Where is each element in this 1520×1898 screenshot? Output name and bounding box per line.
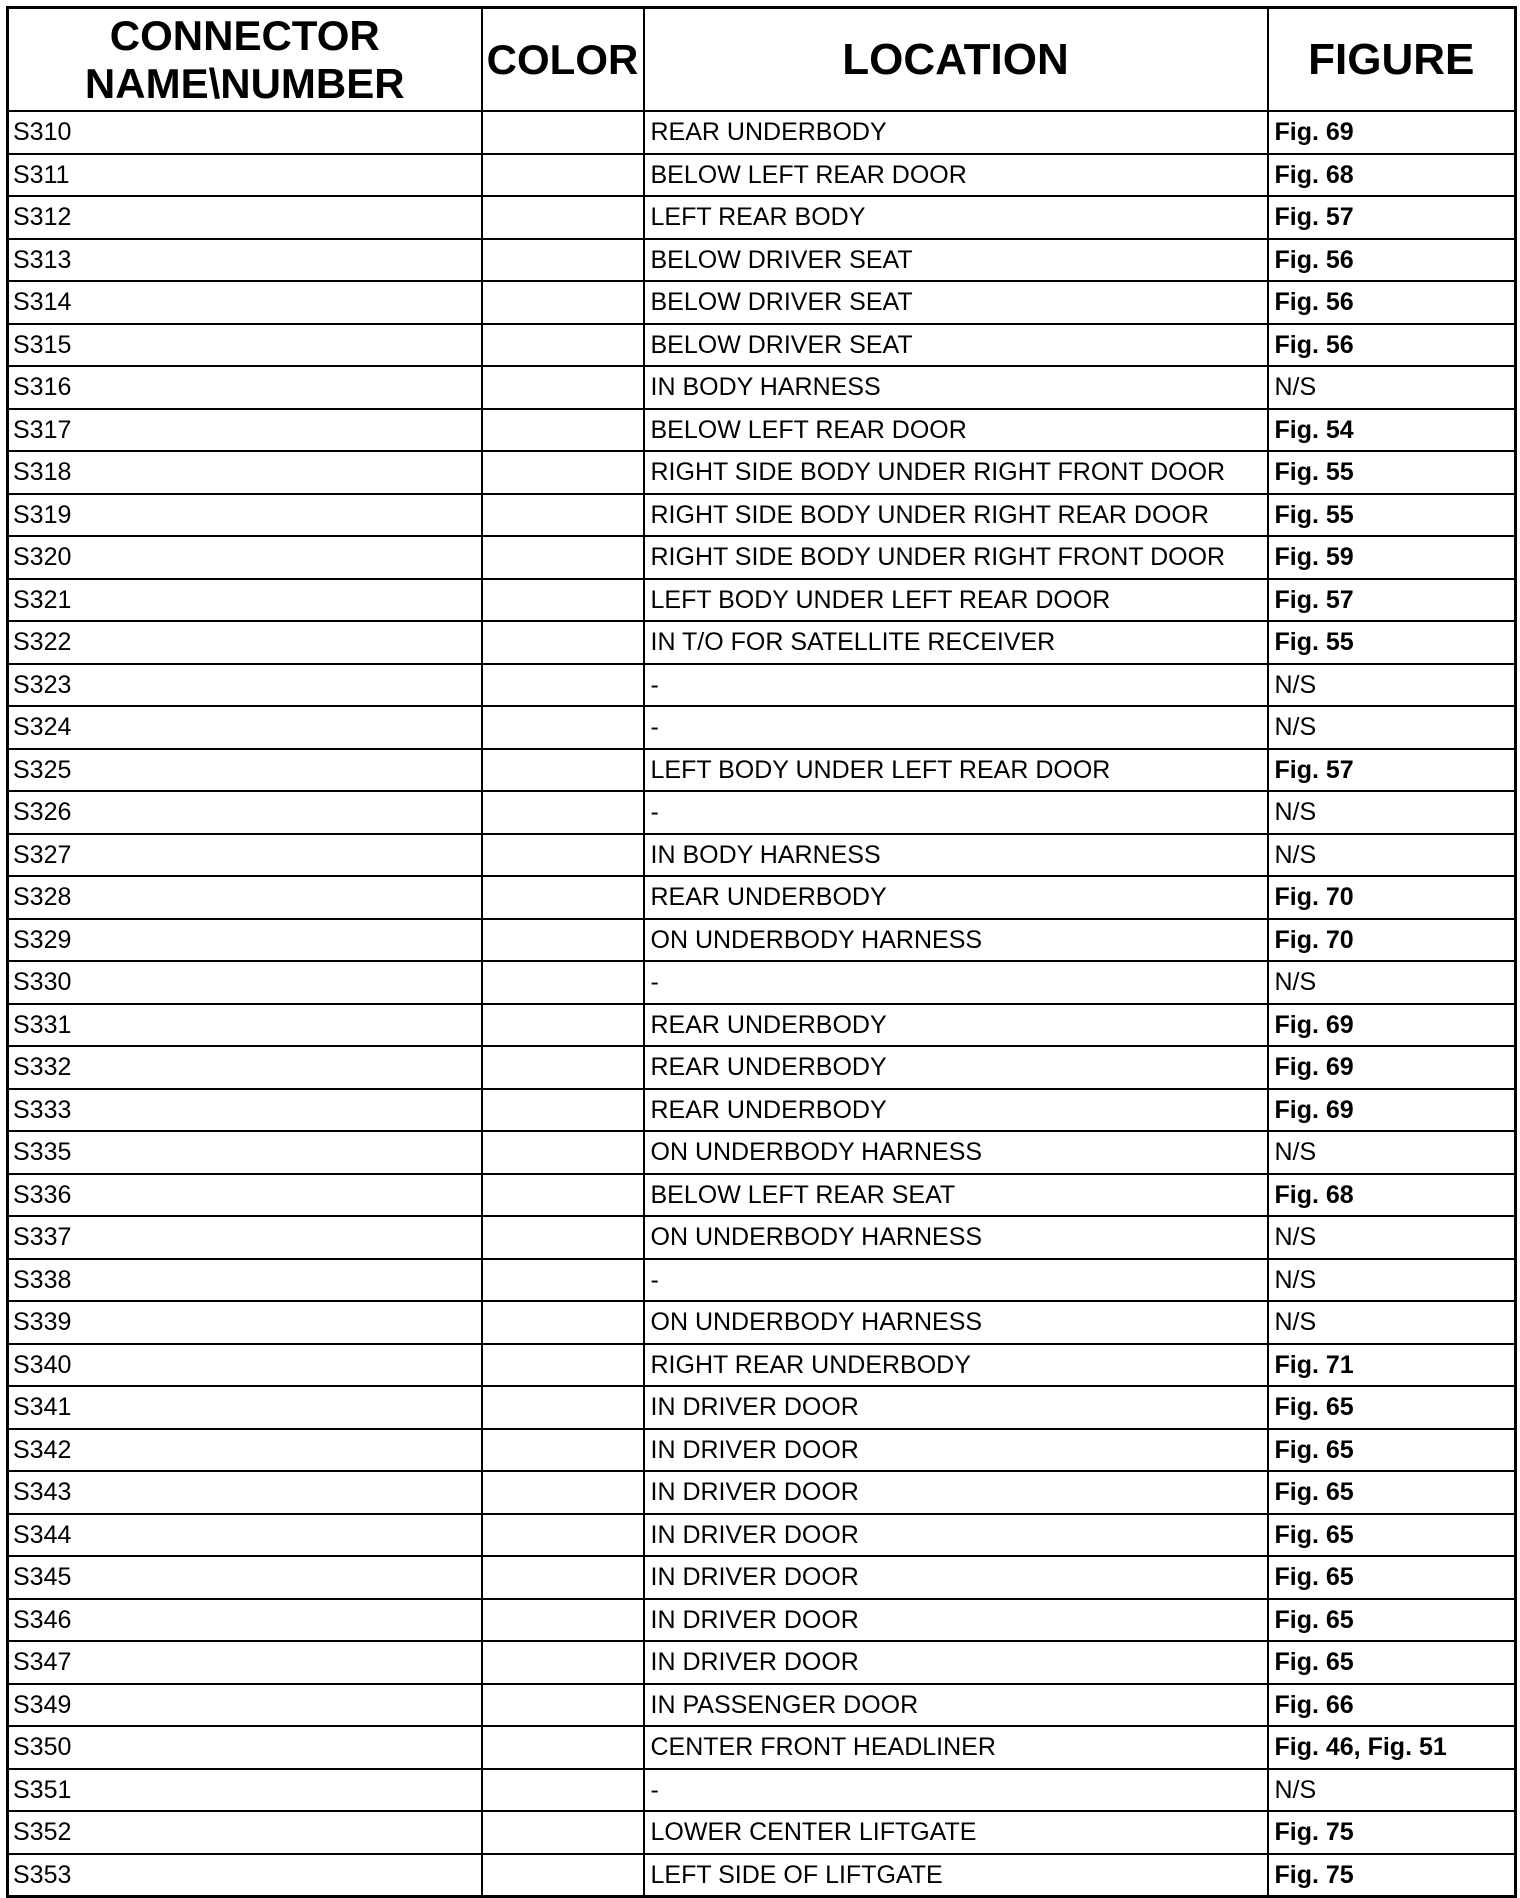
cell-connector: S346: [8, 1599, 482, 1642]
table-row: [8, 1301, 1516, 1344]
table-row: [8, 451, 1516, 494]
cell-connector: S317: [8, 409, 482, 452]
cell-color: [482, 1684, 644, 1727]
cell-figure: Fig. 65: [1268, 1429, 1516, 1472]
cell-figure: N/S: [1268, 1216, 1516, 1259]
cell-connector: S345: [8, 1556, 482, 1599]
cell-figure: Fig. 75: [1268, 1854, 1516, 1897]
cell-location: REAR UNDERBODY: [644, 1046, 1268, 1089]
cell-color: [482, 1854, 644, 1897]
cell-connector: S349: [8, 1684, 482, 1727]
table-row: [8, 791, 1516, 834]
cell-color: [482, 366, 644, 409]
cell-connector: S352: [8, 1811, 482, 1854]
cell-color: [482, 1811, 644, 1854]
table-row: [8, 196, 1516, 239]
cell-figure: N/S: [1268, 664, 1516, 707]
table-row: [8, 919, 1516, 962]
cell-figure: Fig. 57: [1268, 749, 1516, 792]
cell-location: IN BODY HARNESS: [644, 366, 1268, 409]
cell-color: [482, 1004, 644, 1047]
cell-color: [482, 919, 644, 962]
cell-figure: N/S: [1268, 1769, 1516, 1812]
table-row: [8, 1769, 1516, 1812]
table-row: [8, 1046, 1516, 1089]
cell-figure: Fig. 75: [1268, 1811, 1516, 1854]
cell-location: BELOW LEFT REAR DOOR: [644, 154, 1268, 197]
cell-figure: Fig. 70: [1268, 876, 1516, 919]
table-row: [8, 1089, 1516, 1132]
cell-connector: S329: [8, 919, 482, 962]
cell-color: [482, 749, 644, 792]
cell-location: LEFT BODY UNDER LEFT REAR DOOR: [644, 749, 1268, 792]
cell-location: IN DRIVER DOOR: [644, 1514, 1268, 1557]
cell-connector: S353: [8, 1854, 482, 1897]
cell-color: [482, 1769, 644, 1812]
table-row: [8, 1811, 1516, 1854]
cell-figure: Fig. 68: [1268, 1174, 1516, 1217]
cell-connector: S323: [8, 664, 482, 707]
cell-connector: S347: [8, 1641, 482, 1684]
cell-connector: S330: [8, 961, 482, 1004]
cell-figure: Fig. 56: [1268, 239, 1516, 282]
cell-figure: Fig. 69: [1268, 1004, 1516, 1047]
table-row: [8, 281, 1516, 324]
cell-connector: S324: [8, 706, 482, 749]
table-row: [8, 409, 1516, 452]
cell-connector: S337: [8, 1216, 482, 1259]
table-row: [8, 834, 1516, 877]
header-color: COLOR: [482, 8, 644, 112]
cell-connector: S331: [8, 1004, 482, 1047]
table-header: [8, 8, 1516, 112]
cell-location: LEFT BODY UNDER LEFT REAR DOOR: [644, 579, 1268, 622]
table-row: [8, 324, 1516, 367]
table-row: [8, 1004, 1516, 1047]
cell-figure: N/S: [1268, 1301, 1516, 1344]
cell-location: CENTER FRONT HEADLINER: [644, 1726, 1268, 1769]
cell-figure: Fig. 59: [1268, 536, 1516, 579]
cell-location: ON UNDERBODY HARNESS: [644, 919, 1268, 962]
cell-location: ON UNDERBODY HARNESS: [644, 1131, 1268, 1174]
cell-location: BELOW DRIVER SEAT: [644, 324, 1268, 367]
cell-color: [482, 196, 644, 239]
cell-connector: S338: [8, 1259, 482, 1302]
table-row: [8, 1641, 1516, 1684]
table-row: [8, 961, 1516, 1004]
cell-color: [482, 706, 644, 749]
cell-color: [482, 494, 644, 537]
cell-color: [482, 791, 644, 834]
cell-color: [482, 1344, 644, 1387]
cell-color: [482, 1089, 644, 1132]
cell-color: [482, 1471, 644, 1514]
cell-connector: S325: [8, 749, 482, 792]
cell-figure: Fig. 69: [1268, 1046, 1516, 1089]
cell-connector: S327: [8, 834, 482, 877]
cell-location: BELOW DRIVER SEAT: [644, 281, 1268, 324]
cell-color: [482, 1641, 644, 1684]
cell-figure: Fig. 71: [1268, 1344, 1516, 1387]
table-row: [8, 1344, 1516, 1387]
cell-location: -: [644, 961, 1268, 1004]
cell-connector: S342: [8, 1429, 482, 1472]
cell-location: IN PASSENGER DOOR: [644, 1684, 1268, 1727]
cell-location: IN DRIVER DOOR: [644, 1429, 1268, 1472]
cell-location: -: [644, 1259, 1268, 1302]
header-row: [8, 8, 1516, 112]
cell-location: REAR UNDERBODY: [644, 1089, 1268, 1132]
cell-figure: N/S: [1268, 791, 1516, 834]
cell-figure: N/S: [1268, 366, 1516, 409]
cell-color: [482, 1386, 644, 1429]
table-row: [8, 1216, 1516, 1259]
cell-figure: Fig. 68: [1268, 154, 1516, 197]
cell-figure: Fig. 55: [1268, 621, 1516, 664]
cell-connector: S351: [8, 1769, 482, 1812]
cell-color: [482, 1556, 644, 1599]
cell-color: [482, 409, 644, 452]
table-row: [8, 239, 1516, 282]
table-row: [8, 706, 1516, 749]
table-row: [8, 536, 1516, 579]
table-row: [8, 621, 1516, 664]
cell-figure: Fig. 65: [1268, 1599, 1516, 1642]
cell-color: [482, 154, 644, 197]
cell-color: [482, 876, 644, 919]
cell-location: IN T/O FOR SATELLITE RECEIVER: [644, 621, 1268, 664]
table-row: [8, 1131, 1516, 1174]
header-connector: [8, 8, 482, 112]
header-connector-line1: CONNECTOR: [109, 11, 380, 59]
cell-figure: Fig. 55: [1268, 451, 1516, 494]
cell-figure: Fig. 65: [1268, 1514, 1516, 1557]
cell-figure: N/S: [1268, 1131, 1516, 1174]
header-figure: FIGURE: [1268, 8, 1516, 112]
cell-color: [482, 1514, 644, 1557]
cell-color: [482, 451, 644, 494]
cell-connector: S313: [8, 239, 482, 282]
table-row: [8, 664, 1516, 707]
cell-color: [482, 1174, 644, 1217]
cell-figure: Fig. 56: [1268, 324, 1516, 367]
cell-connector: S314: [8, 281, 482, 324]
cell-connector: S316: [8, 366, 482, 409]
cell-color: [482, 961, 644, 1004]
cell-location: LEFT SIDE OF LIFTGATE: [644, 1854, 1268, 1897]
cell-connector: S311: [8, 154, 482, 197]
table-row: [8, 1259, 1516, 1302]
cell-figure: N/S: [1268, 834, 1516, 877]
table-row: [8, 749, 1516, 792]
cell-location: RIGHT SIDE BODY UNDER RIGHT FRONT DOOR: [644, 451, 1268, 494]
cell-figure: Fig. 57: [1268, 196, 1516, 239]
table-row: [8, 1684, 1516, 1727]
cell-connector: S335: [8, 1131, 482, 1174]
cell-location: IN DRIVER DOOR: [644, 1641, 1268, 1684]
cell-figure: N/S: [1268, 706, 1516, 749]
cell-color: [482, 1131, 644, 1174]
cell-color: [482, 1259, 644, 1302]
cell-location: LEFT REAR BODY: [644, 196, 1268, 239]
cell-location: -: [644, 706, 1268, 749]
cell-connector: S333: [8, 1089, 482, 1132]
table-row: [8, 1429, 1516, 1472]
cell-color: [482, 664, 644, 707]
cell-connector: S340: [8, 1344, 482, 1387]
cell-color: [482, 281, 644, 324]
table-row: [8, 876, 1516, 919]
cell-figure: Fig. 57: [1268, 579, 1516, 622]
cell-color: [482, 536, 644, 579]
table-row: [8, 1386, 1516, 1429]
cell-location: BELOW LEFT REAR DOOR: [644, 409, 1268, 452]
cell-connector: S339: [8, 1301, 482, 1344]
table-row: [8, 1471, 1516, 1514]
cell-color: [482, 111, 644, 154]
cell-figure: Fig. 65: [1268, 1556, 1516, 1599]
cell-figure: N/S: [1268, 961, 1516, 1004]
cell-connector: S332: [8, 1046, 482, 1089]
cell-figure: Fig. 69: [1268, 111, 1516, 154]
cell-figure: Fig. 65: [1268, 1641, 1516, 1684]
cell-location: ON UNDERBODY HARNESS: [644, 1216, 1268, 1259]
table-row: [8, 1854, 1516, 1897]
cell-location: -: [644, 1769, 1268, 1812]
cell-figure: Fig. 56: [1268, 281, 1516, 324]
cell-color: [482, 834, 644, 877]
cell-location: IN DRIVER DOOR: [644, 1471, 1268, 1514]
cell-color: [482, 579, 644, 622]
cell-color: [482, 239, 644, 282]
cell-color: [482, 1599, 644, 1642]
cell-location: REAR UNDERBODY: [644, 876, 1268, 919]
cell-figure: Fig. 65: [1268, 1386, 1516, 1429]
table-row: [8, 1556, 1516, 1599]
cell-color: [482, 1216, 644, 1259]
cell-connector: S326: [8, 791, 482, 834]
table-row: [8, 494, 1516, 537]
cell-connector: S319: [8, 494, 482, 537]
cell-connector: S315: [8, 324, 482, 367]
cell-location: ON UNDERBODY HARNESS: [644, 1301, 1268, 1344]
cell-connector: S320: [8, 536, 482, 579]
cell-figure: Fig. 65: [1268, 1471, 1516, 1514]
cell-figure: Fig. 69: [1268, 1089, 1516, 1132]
table-row: [8, 1599, 1516, 1642]
cell-location: BELOW LEFT REAR SEAT: [644, 1174, 1268, 1217]
cell-connector: S341: [8, 1386, 482, 1429]
cell-figure: Fig. 55: [1268, 494, 1516, 537]
cell-connector: S328: [8, 876, 482, 919]
cell-location: IN BODY HARNESS: [644, 834, 1268, 877]
cell-color: [482, 324, 644, 367]
cell-color: [482, 1429, 644, 1472]
table-row: [8, 111, 1516, 154]
table-row: [8, 154, 1516, 197]
cell-figure: Fig. 54: [1268, 409, 1516, 452]
cell-connector: S318: [8, 451, 482, 494]
cell-connector: S321: [8, 579, 482, 622]
cell-figure: Fig. 46, Fig. 51: [1268, 1726, 1516, 1769]
cell-connector: S343: [8, 1471, 482, 1514]
cell-color: [482, 621, 644, 664]
cell-location: IN DRIVER DOOR: [644, 1599, 1268, 1642]
table-row: [8, 1174, 1516, 1217]
cell-connector: S312: [8, 196, 482, 239]
cell-location: RIGHT REAR UNDERBODY: [644, 1344, 1268, 1387]
cell-connector: S344: [8, 1514, 482, 1557]
cell-location: BELOW DRIVER SEAT: [644, 239, 1268, 282]
cell-location: REAR UNDERBODY: [644, 111, 1268, 154]
cell-figure: Fig. 70: [1268, 919, 1516, 962]
header-connector-line2: NAME\NUMBER: [84, 59, 405, 107]
cell-color: [482, 1301, 644, 1344]
cell-location: -: [644, 791, 1268, 834]
cell-location: IN DRIVER DOOR: [644, 1556, 1268, 1599]
table-row: [8, 579, 1516, 622]
cell-color: [482, 1046, 644, 1089]
cell-figure: Fig. 66: [1268, 1684, 1516, 1727]
cell-location: -: [644, 664, 1268, 707]
table-row: [8, 366, 1516, 409]
cell-connector: S336: [8, 1174, 482, 1217]
cell-location: IN DRIVER DOOR: [644, 1386, 1268, 1429]
cell-connector: S310: [8, 111, 482, 154]
cell-color: [482, 1726, 644, 1769]
table-row: [8, 1726, 1516, 1769]
cell-location: LOWER CENTER LIFTGATE: [644, 1811, 1268, 1854]
cell-connector: S322: [8, 621, 482, 664]
connector-location-table: [6, 6, 1517, 1898]
cell-location: REAR UNDERBODY: [644, 1004, 1268, 1047]
table-row: [8, 1514, 1516, 1557]
cell-location: RIGHT SIDE BODY UNDER RIGHT FRONT DOOR: [644, 536, 1268, 579]
table-body: [8, 111, 1516, 1897]
cell-connector: S350: [8, 1726, 482, 1769]
cell-location: RIGHT SIDE BODY UNDER RIGHT REAR DOOR: [644, 494, 1268, 537]
header-location: LOCATION: [644, 8, 1268, 112]
cell-figure: N/S: [1268, 1259, 1516, 1302]
